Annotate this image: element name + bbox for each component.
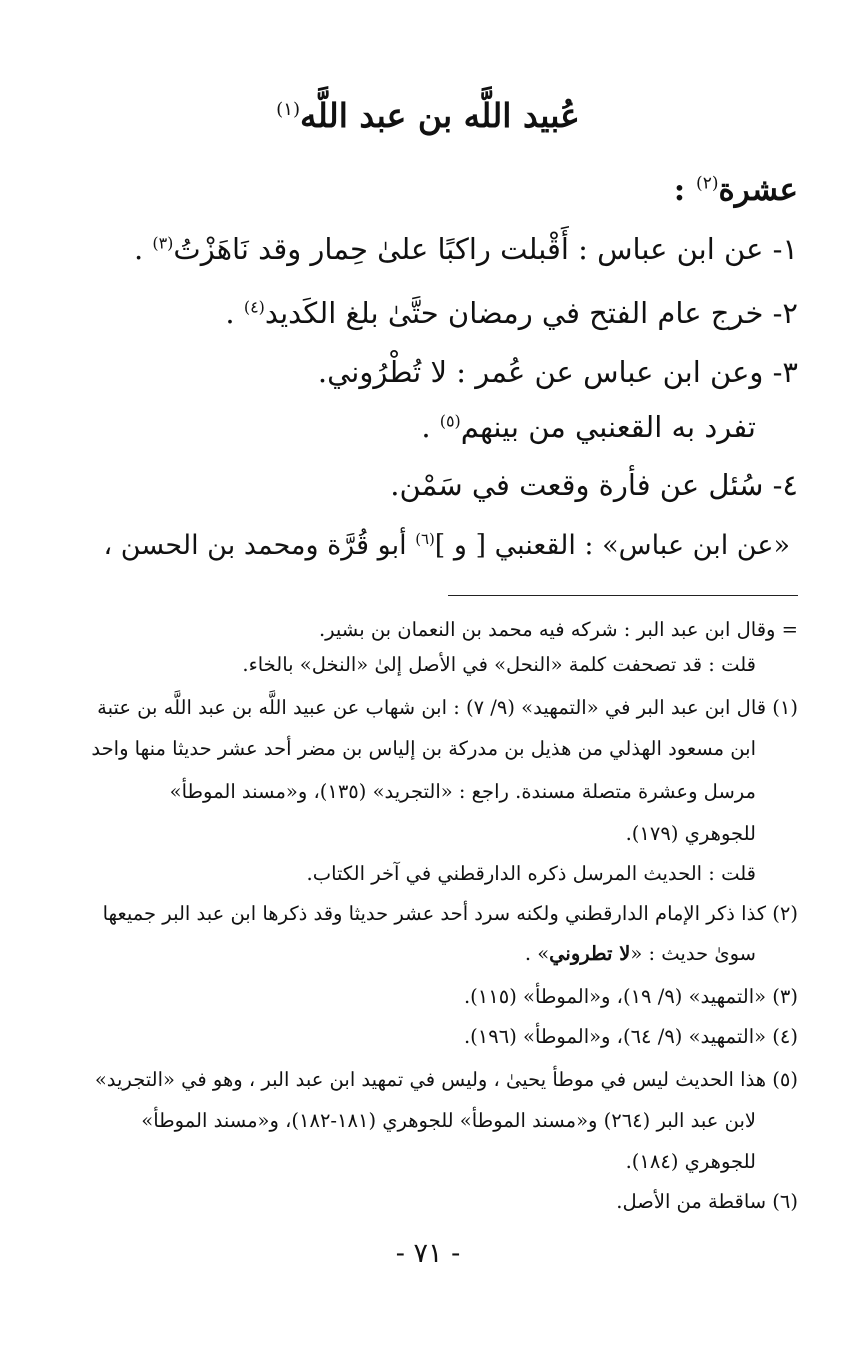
footnote-line: ابن مسعود الهذلي من هذيل بن مدركة بن إلياس بن مضر أحد عشر حديثا منها واحد [91,737,756,760]
hadith-text: ٣- وعن ابن عباس عن عُمر : لا تُطْرُوني. [317,355,798,389]
hadith-text: ١- عن ابن عباس : أَقْبلت راكبًا علىٰ حِمار وقد نَاهَزْتُ [173,232,798,266]
footnote-text: سوىٰ حديث : « [630,942,756,965]
section-heading [674,172,798,208]
footnote-line: مرسل وعشرة متصلة مسندة. راجع : «التجريد» (١٣٥)، و«مسند الموطأ» [169,780,756,803]
hadith-text: ٤- سُئل عن فأرة وقعت في سَمْن. [390,468,798,502]
footnote-text: » . [524,942,550,965]
hadith-text: تفرد به القعنبي من بينهم [460,410,756,444]
narrators-after: أبو قُرَّة ومحمد بن الحسن ، [103,530,416,561]
footnote-line: (٥) هذا الحديث ليس في موطأ يحيىٰ ، وليس في تمهيد ابن عبد البر ، وهو في «التجريد» [94,1068,798,1091]
footnote-ref-6: (٦) [415,530,435,548]
footnote-ref-5: (٥) [439,411,461,431]
section-colon: : [673,172,697,208]
narrators-before: «عن ابن عباس» : القعنبي [ و ] [434,530,790,561]
footnote-ref-2: (٢) [696,173,719,194]
hadith-text: ٢- خرج عام الفتح في رمضان حتَّىٰ بلغ الكَديد [264,296,798,330]
chapter-title [0,96,856,135]
hadith-1 [134,232,798,266]
footnote-line: (٣) «التمهيد» (٩/ ١٩)، و«الموطأ» (١١٥). [463,985,798,1008]
footnote-ref-1: (١) [276,99,301,120]
hadith-tail: . [133,232,153,266]
chapter-title-text: عُبيد اللَّه بن عبد اللَّه [300,96,580,135]
footnote-line: للجوهري (١٨٤). [625,1150,756,1173]
footnote-bold-title: لا تطروني [549,942,631,965]
footnote-line: = وقال ابن عبد البر : شركه فيه محمد بن النعمان بن بشير. [318,618,798,641]
footnote-ref-3: (٣) [152,233,174,253]
footnote-line: قلت : قد تصحفت كلمة «النحل» في الأصل إلىٰ «النخل» بالخاء. [242,653,756,676]
footnote-line: (٤) «التمهيد» (٩/ ٦٤)، و«الموطأ» (١٩٦). [463,1025,798,1048]
section-label: عشرة [718,172,798,208]
footnote-line: للجوهري (١٧٩). [625,822,756,845]
footnote-ref-4: (٤) [243,297,265,317]
footnote-line: (٢) كذا ذكر الإمام الدارقطني ولكنه سرد أحد عشر حديثا وقد ذكرها ابن عبد البر جميعها [102,902,798,925]
footnote-divider [448,595,798,596]
hadith-3 [318,355,798,389]
hadith-tail: . [225,296,244,330]
footnote-line: قلت : الحديث المرسل ذكره الدارقطني في آخر الكتاب. [306,862,756,885]
footnote-line: لابن عبد البر (٢٦٤) و«مسند الموطأ» للجوهري (١٨١-١٨٢)، و«مسند الموطأ» [141,1109,756,1132]
footnote-line: (٦) ساقطة من الأصل. [616,1190,798,1213]
page-number: - ٧١ - [395,1238,461,1269]
hadith-2 [225,296,798,330]
footnote-line [525,942,756,965]
narrators-line [104,530,791,561]
hadith-3-note-line [421,410,756,444]
hadith-4 [390,468,798,502]
hadith-tail: . [421,410,440,444]
footnote-line: (١) قال ابن عبد البر في «التمهيد» (٩/ ٧) : ابن شهاب عن عبيد اللَّه بن عبد اللَّه بن عتبة [97,696,798,719]
